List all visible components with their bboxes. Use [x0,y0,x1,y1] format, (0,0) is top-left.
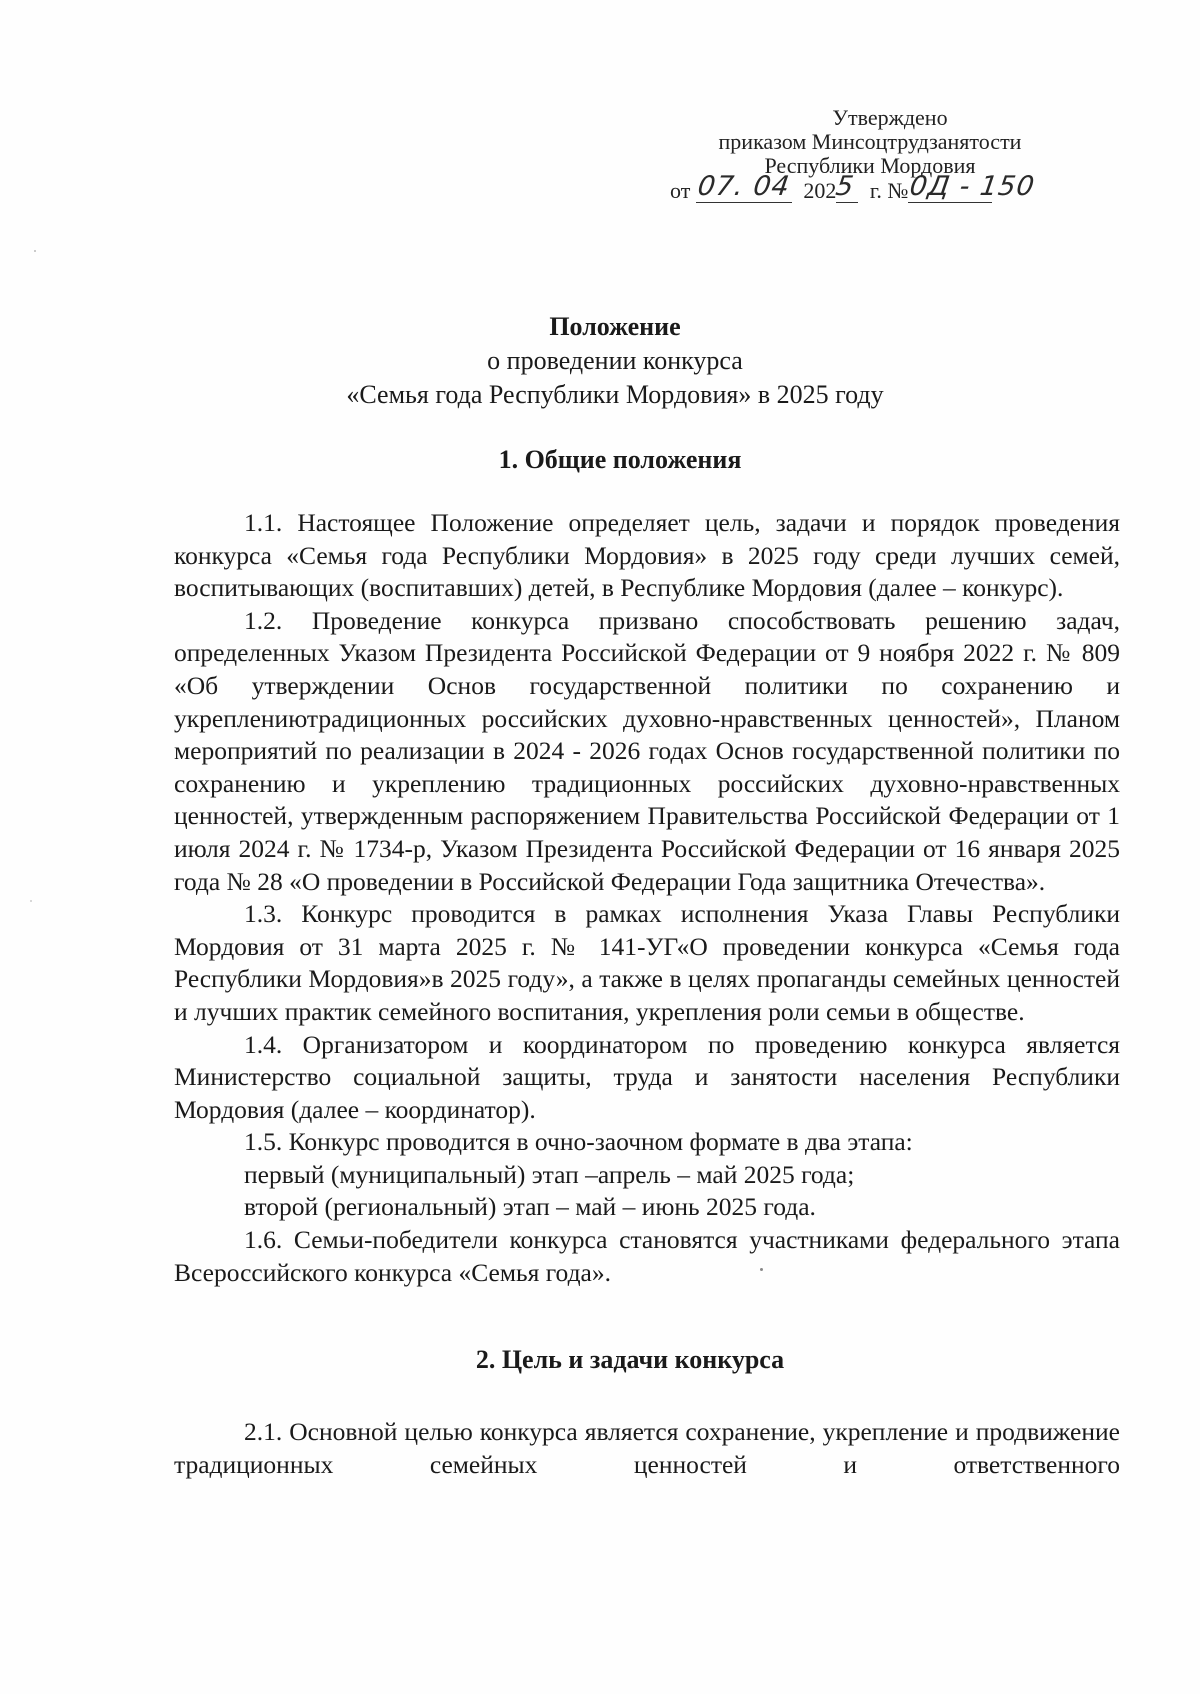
document-title [0,310,1200,412]
paragraph-1-3: 1.3. Конкурс проводится в рамках исполнения Указа Главы Республики Мордовия от 31 марта 2025 г. № 141-УГ«О проведении конкурса «Семья года Республики Мордовия»в 2025 году», а также в целях пропаганды семейных ценностей и лучших практик семейного воспитания, укрепления роли семьи в обществе. [174,899,1120,1026]
paragraph-1-2: 1.2. Проведение конкурса призвано способствовать решению задач, определенных Указом Президента Российской Федерации от 9 ноября 2022 г. № 809 «Об утверждении Основ государственной политики по сохранению и укреплениютрадиционных российских духовно-нравственных ценностей», Планом мероприятий по реализации в 2024 - 2026 годах Основ государственной политики по сохранению и укреплению традиционных российских духовно-нравственных ценностей, утвержденным распоряжением Правительства Российской Федерации от 1 июля 2024 г. № 1734-р, Указом Президента Российской Федерации от 16 января 2025 года № 28 «О проведении в Российской Федерации Года защитника Отечества». [174,605,1120,896]
approval-number-label: г. № [869,178,909,203]
section-2-body [174,1416,1120,1481]
title-line-contest: о проведении конкурса [487,346,743,375]
handwritten-number: 0Д - 150 [908,171,1038,202]
title-line-family-of-year: «Семья года Республики Мордовия» в 2025 году [346,380,884,409]
paragraph-1-6: 1.6. Семьи-победители конкурса становятся участниками федерального этапа Всероссийского конкурса «Семья года». [174,1225,1120,1287]
paragraph-1-1: 1.1. Настоящее Положение определяет цель, задачи и порядок проведения конкурса «Семья года Республики Мордовия» в 2025 году среди лучших семей, воспитывающих (воспитавших) детей, в Республике Мордовия (далее – конкурс). [174,508,1120,603]
approval-from-label: от [670,178,691,203]
paragraph-1-5-stage-1: первый (муниципальный) этап –апрель – май 2025 года; [244,1159,855,1189]
title-line-regulation: Положение [549,312,681,341]
scan-speck [760,1268,763,1271]
approval-line-approved: Утверждено [832,105,948,130]
approval-stamp-block [670,105,1110,208]
approval-date-field [695,171,792,203]
section-1-heading: 1. Общие положения [498,445,742,474]
approval-line-order: приказом Минсоцтрудзанятости [718,129,1022,154]
handwritten-date: 07. 04 [695,171,792,202]
paragraph-1-5-stage-2: второй (региональный) этап – май – июнь 2025 года. [244,1192,816,1222]
paragraph-2-1: 2.1. Основной целью конкурса является сохранение, укрепление и продвижение традиционных семейных ценностей и ответственного [174,1417,1120,1479]
paragraph-1-5: 1.5. Конкурс проводится в очно-заочном формате в два этапа: [244,1127,913,1157]
approval-number-field [908,171,1038,203]
section-2-heading: 2. Цель и задачи конкурса [475,1345,785,1374]
approval-year-prefix: 202 [803,178,837,203]
scan-speck [30,900,32,902]
scan-speck [34,250,36,252]
approval-line-republic: Республики Мордовия [764,153,976,178]
paragraph-1-4: 1.4. Организатором и координатором по проведению конкурса является Министерство социальной защиты, труда и занятости населения Республики Мордовия (далее – координатор). [174,1029,1120,1124]
approval-year-field [834,171,858,203]
approval-date-number-line [670,171,1110,208]
handwritten-year: 5 [834,171,857,202]
section-1-body [174,507,1120,1289]
